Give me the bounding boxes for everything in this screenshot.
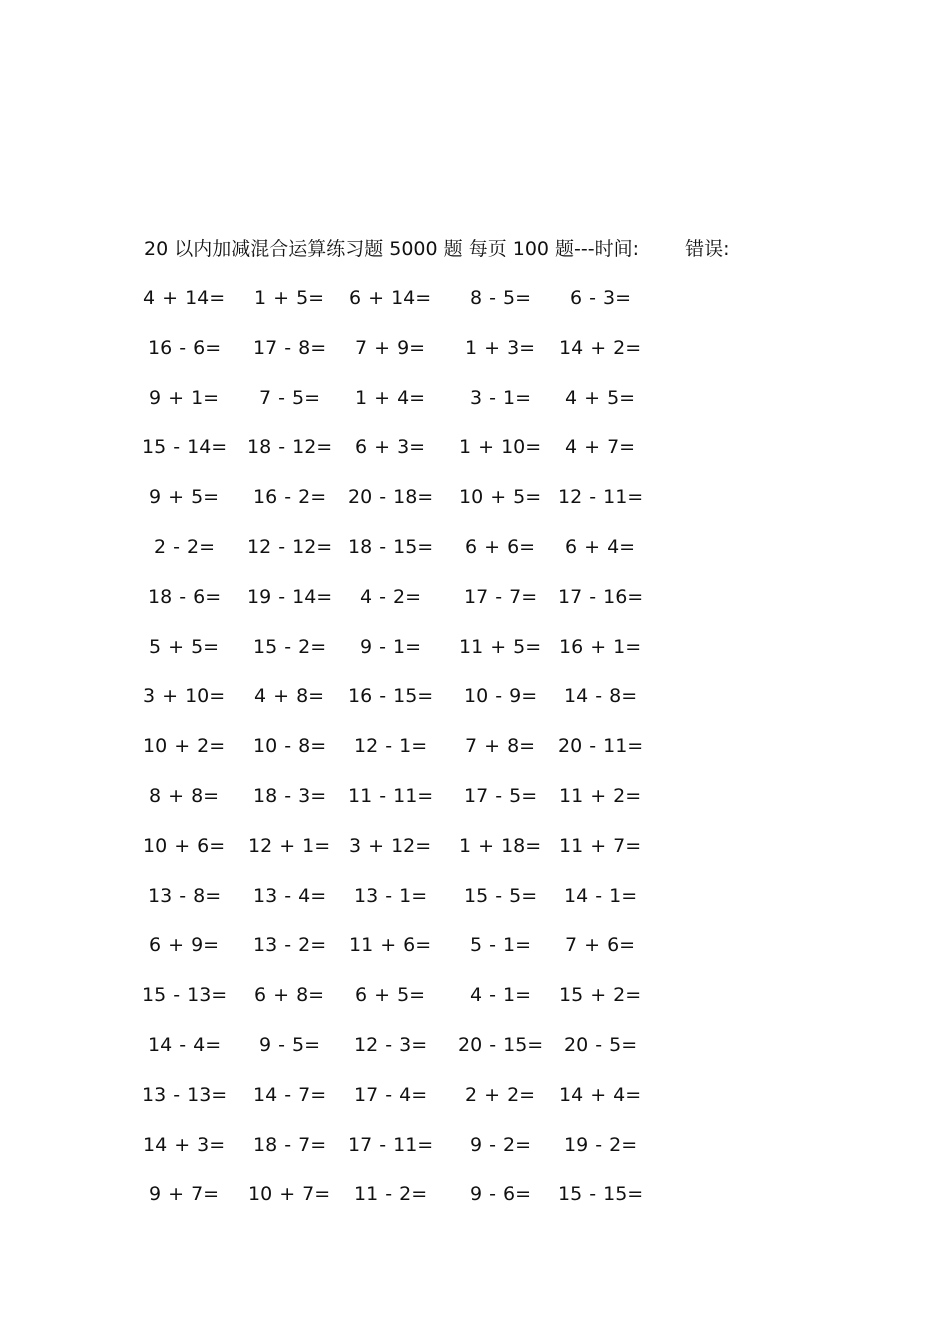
problem-r19-c1: 9 + 7= (149, 1183, 220, 1205)
problem-r7-c2: 19 - 14= (247, 586, 333, 608)
problem-r4-c4: 1 + 10= (459, 436, 542, 458)
problem-r12-c5: 11 + 7= (559, 835, 642, 857)
problem-r3-c4: 3 - 1= (470, 387, 532, 409)
problem-r18-c2: 18 - 7= (253, 1134, 327, 1156)
problem-r5-c3: 20 - 18= (348, 486, 434, 508)
problem-r12-c2: 12 + 1= (248, 835, 331, 857)
problem-r18-c5: 19 - 2= (564, 1134, 638, 1156)
problem-r19-c4: 9 - 6= (470, 1183, 532, 1205)
problem-r2-c5: 14 + 2= (559, 337, 642, 359)
problem-r3-c3: 1 + 4= (355, 387, 426, 409)
problem-r16-c3: 12 - 3= (354, 1034, 428, 1056)
problem-r2-c3: 7 + 9= (355, 337, 426, 359)
problem-r9-c2: 4 + 8= (254, 685, 325, 707)
problem-r7-c3: 4 - 2= (360, 586, 422, 608)
problem-r1-c3: 6 + 14= (349, 287, 432, 309)
problem-r10-c1: 10 + 2= (143, 735, 226, 757)
problem-r13-c1: 13 - 8= (148, 885, 222, 907)
worksheet-title: 20 以内加减混合运算练习题 5000 题 每页 100 题---时间: (144, 238, 640, 260)
problem-r9-c1: 3 + 10= (143, 685, 226, 707)
problem-r6-c5: 6 + 4= (565, 536, 636, 558)
problem-r17-c5: 14 + 4= (559, 1084, 642, 1106)
problem-r19-c2: 10 + 7= (248, 1183, 331, 1205)
problem-r19-c3: 11 - 2= (354, 1183, 428, 1205)
errors-label: 错误: (685, 238, 730, 260)
problem-r11-c4: 17 - 5= (464, 785, 538, 807)
problem-r1-c1: 4 + 14= (143, 287, 226, 309)
problem-r17-c4: 2 + 2= (465, 1084, 536, 1106)
problem-r14-c4: 5 - 1= (470, 934, 532, 956)
problem-r18-c4: 9 - 2= (470, 1134, 532, 1156)
problem-r19-c5: 15 - 15= (558, 1183, 644, 1205)
problem-r4-c5: 4 + 7= (565, 436, 636, 458)
problem-r11-c3: 11 - 11= (348, 785, 434, 807)
problem-r15-c2: 6 + 8= (254, 984, 325, 1006)
problem-r15-c5: 15 + 2= (559, 984, 642, 1006)
problem-r3-c1: 9 + 1= (149, 387, 220, 409)
problem-r18-c1: 14 + 3= (143, 1134, 226, 1156)
problem-r2-c1: 16 - 6= (148, 337, 222, 359)
problem-r3-c2: 7 - 5= (259, 387, 321, 409)
problem-r5-c1: 9 + 5= (149, 486, 220, 508)
problem-r11-c2: 18 - 3= (253, 785, 327, 807)
problem-r7-c1: 18 - 6= (148, 586, 222, 608)
problem-r7-c4: 17 - 7= (464, 586, 538, 608)
problem-r13-c5: 14 - 1= (564, 885, 638, 907)
problem-r14-c1: 6 + 9= (149, 934, 220, 956)
problem-r17-c2: 14 - 7= (253, 1084, 327, 1106)
problem-r10-c5: 20 - 11= (558, 735, 644, 757)
problem-r14-c3: 11 + 6= (349, 934, 432, 956)
problem-r8-c4: 11 + 5= (459, 636, 542, 658)
problem-r8-c5: 16 + 1= (559, 636, 642, 658)
problem-r12-c1: 10 + 6= (143, 835, 226, 857)
problem-r6-c3: 18 - 15= (348, 536, 434, 558)
problem-r15-c3: 6 + 5= (355, 984, 426, 1006)
problem-r9-c4: 10 - 9= (464, 685, 538, 707)
problem-r11-c1: 8 + 8= (149, 785, 220, 807)
problem-r16-c4: 20 - 15= (458, 1034, 544, 1056)
problem-r4-c3: 6 + 3= (355, 436, 426, 458)
problem-r5-c4: 10 + 5= (459, 486, 542, 508)
problem-r13-c2: 13 - 4= (253, 885, 327, 907)
problem-r13-c4: 15 - 5= (464, 885, 538, 907)
problem-r15-c1: 15 - 13= (142, 984, 228, 1006)
problem-r5-c2: 16 - 2= (253, 486, 327, 508)
problem-r10-c3: 12 - 1= (354, 735, 428, 757)
problem-r10-c4: 7 + 8= (465, 735, 536, 757)
problem-r4-c1: 15 - 14= (142, 436, 228, 458)
problem-r2-c4: 1 + 3= (465, 337, 536, 359)
problem-r9-c3: 16 - 15= (348, 685, 434, 707)
problem-r14-c2: 13 - 2= (253, 934, 327, 956)
problem-r16-c1: 14 - 4= (148, 1034, 222, 1056)
problem-r6-c4: 6 + 6= (465, 536, 536, 558)
problem-r6-c1: 2 - 2= (154, 536, 216, 558)
problem-r13-c3: 13 - 1= (354, 885, 428, 907)
problem-r15-c4: 4 - 1= (470, 984, 532, 1006)
problem-r14-c5: 7 + 6= (565, 934, 636, 956)
problem-r12-c3: 3 + 12= (349, 835, 432, 857)
problem-r2-c2: 17 - 8= (253, 337, 327, 359)
problem-r16-c2: 9 - 5= (259, 1034, 321, 1056)
problem-r1-c2: 1 + 5= (254, 287, 325, 309)
problem-r17-c3: 17 - 4= (354, 1084, 428, 1106)
problem-r16-c5: 20 - 5= (564, 1034, 638, 1056)
problem-r4-c2: 18 - 12= (247, 436, 333, 458)
problem-r10-c2: 10 - 8= (253, 735, 327, 757)
problem-r18-c3: 17 - 11= (348, 1134, 434, 1156)
problem-r17-c1: 13 - 13= (142, 1084, 228, 1106)
problem-r12-c4: 1 + 18= (459, 835, 542, 857)
problem-r8-c1: 5 + 5= (149, 636, 220, 658)
problem-r3-c5: 4 + 5= (565, 387, 636, 409)
problem-r1-c4: 8 - 5= (470, 287, 532, 309)
problem-r9-c5: 14 - 8= (564, 685, 638, 707)
problem-r8-c2: 15 - 2= (253, 636, 327, 658)
problem-r7-c5: 17 - 16= (558, 586, 644, 608)
problem-r6-c2: 12 - 12= (247, 536, 333, 558)
problem-r8-c3: 9 - 1= (360, 636, 422, 658)
problem-r5-c5: 12 - 11= (558, 486, 644, 508)
problem-r1-c5: 6 - 3= (570, 287, 632, 309)
problem-r11-c5: 11 + 2= (559, 785, 642, 807)
